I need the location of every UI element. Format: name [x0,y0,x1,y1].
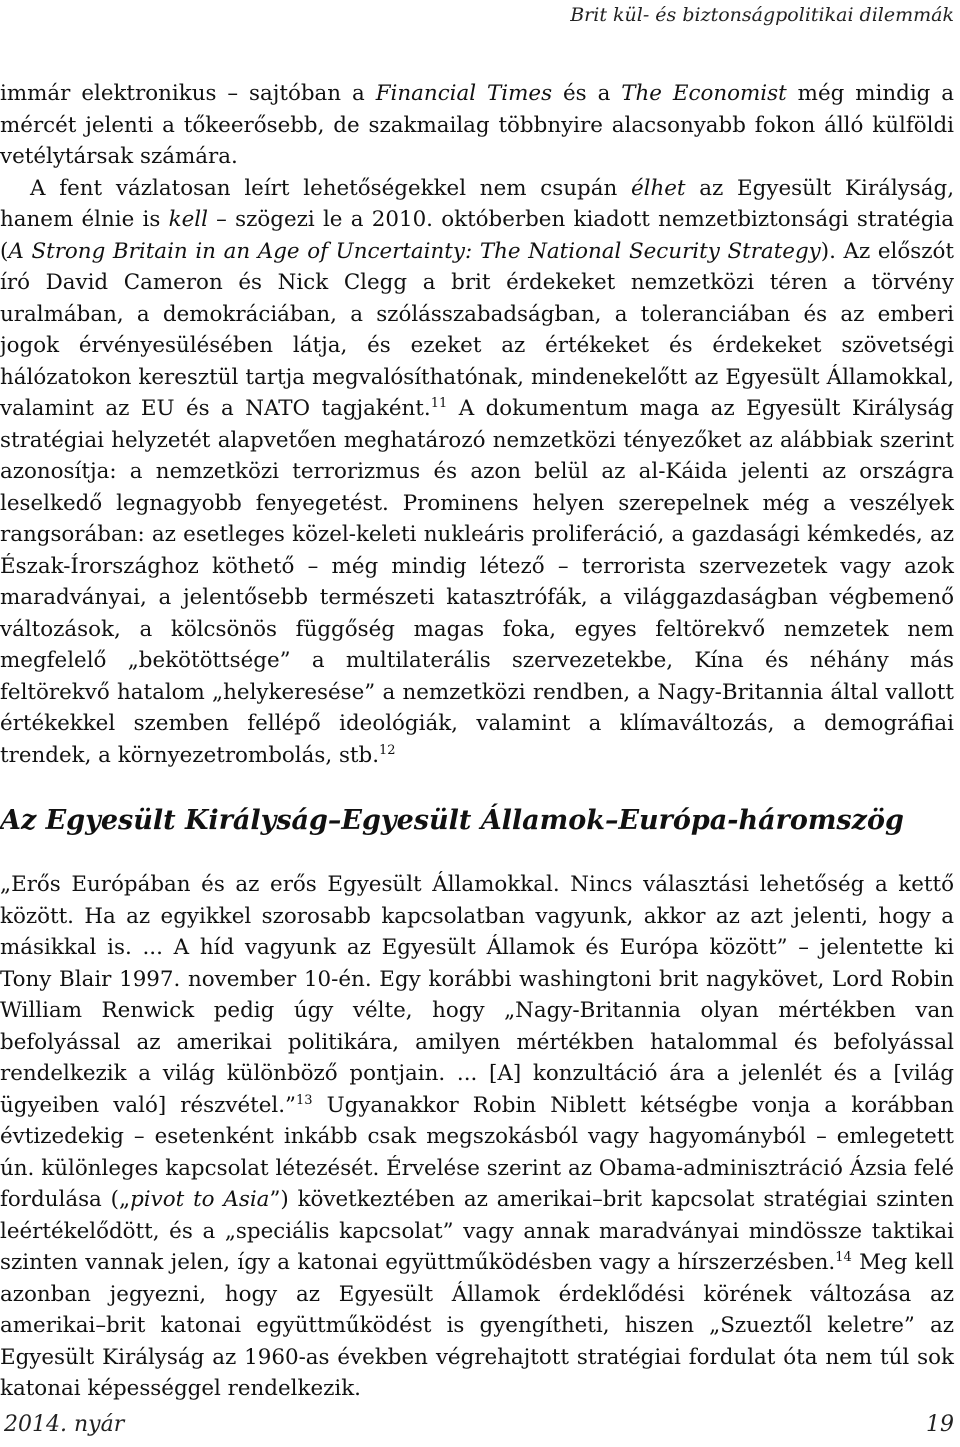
page-number: 19 [926,1412,954,1437]
footnote-ref-13[interactable]: 13 [295,1092,313,1108]
running-head: Brit kül- és biztonságpolitikai dilemmák [570,4,954,26]
paragraph-3: „Erős Európában és az erős Egyesült Államokkal. Nincs választási lehetőség a kettő között. Ha az egyikkel szorosabb kapcsolatban vagyunk, akkor az azt jelenti, hogy a másikkal is. ... A híd vagyunk az Egyesült Államok és Európa között” – jelentette ki Tony Blair 1997. november 10-én. Egy korábbi washingtoni brit nagykövet, Lord Robin William Renwick pedig úgy vélte, hogy „Nagy-Britannia olyan mértékben van befolyással az amerikai politikára, amilyen mértékben hatalommal és befolyással rendelkezik a világ különböző pontjain. ... [A] konzultáció ára a jelenlét és a [világ ügyeiben való] részvétel.”$^{13}$ Ugyanakkor Robin Niblett kétségbe vonja a korábban évtizedekig – esetenként inkább csak megszokásból vagy hagyományból – emlegetett ún. különleges kapcsolat létezését. Érvelése szerint az Obama-adminisztráció Ázsia felé fordulása („pivot to Asia”) következtében az amerikai–brit kapcsolat stratégiai szinten leértékelődött, és a „speciális kapcsolat” vagy annak maradványai mindössze taktikai szinten vannak jelen, így a katonai együttműködésben vagy a hírszerzésben.$^{14}$ Meg kell azonban jegyezni, hogy az Egyesült Államok érdeklődési körének változása az amerikai–brit katonai együttműködést is gyengítheti, hiszen „Szueztől keletre” az Egyesült Királyság az 1960-as években végrehajtott stratégiai fordulat óta nem túl sok katonai képességgel rendelkezik. [0,872,955,1401]
paragraph-2: A fent vázlatosan leírt lehetőségekkel nem csupán élhet az Egyesült Királyság, hanem élnie is kell – szögezi le a 2010. októberben kiadott nemzetbiztonsági stratégia (A Strong Britain in an Age of Uncertainty: The National Security Strategy). Az előszót író David Cameron és Nick Clegg a brit érdekeket nemzetközi téren a törvény uralmában, a demokráciában, a szólásszabadságban, a toleranciában és az emberi jogok érvényesülésében látja, és ezeket az értékeket és érdekeket szövetségi hálózatokon keresztül tartja megvalósíthatónak, mindenekelőtt az Egyesült Államokkal, valamint az EU és a NATO tagjaként.$^{11}$ A dokumentum maga az Egyesült Királyság stratégiai helyzetét alapvetően meghatározó nemzetközi tényezőket az alábbiak szerint azonosítja: a nemzetközi terrorizmus és azon belül az al-Káida jelenti az országra leselkedő legnagyobb fenyegetést. Prominens helyen szerepelnek még a veszélyek rangsorában: az esetleges közel-keleti nukleáris proliferáció, a gazdasági kémkedés, az Észak-Írországhoz köthető – még mindig létező – terrorista szervezetek vagy azok maradványai, a jelentősebb természeti katasztrófák, a világgazdaságban végbemenő változások, a kölcsönös függőség magas foka, egyes feltörekvő nemzetek nem megfelelő „bekötöttsége” a multilaterális szervezetekbe, Kína és néhány más feltörekvő hatalom „helykeresése” a nemzetközi rendben, a Nagy-Britannia által vallott értékekkel szemben fellépő ideológiák, valamint a klímaváltozás, a demográfiai trendek, a környezetrombolás, stb.$^{12}$ [0,175,954,768]
issue-date: 2014. nyár [4,1412,125,1437]
page-body [0,78,954,1405]
footnote-ref-11[interactable]: 11 [430,395,448,411]
footnote-ref-14[interactable]: 14 [835,1249,852,1265]
section-heading: Az Egyesült Királyság–Egyesült Államok–Európa-háromszög [0,805,904,836]
paragraph-1: immár elektronikus – sajtóban a Financial Times és a The Economist még mindig a mércét jelenti a tőkeerősebb, de szakmailag többnyire alacsonyabb fokon álló külföldi vetélytársak számára. [0,81,955,169]
footnote-ref-12[interactable]: 12 [379,742,396,758]
